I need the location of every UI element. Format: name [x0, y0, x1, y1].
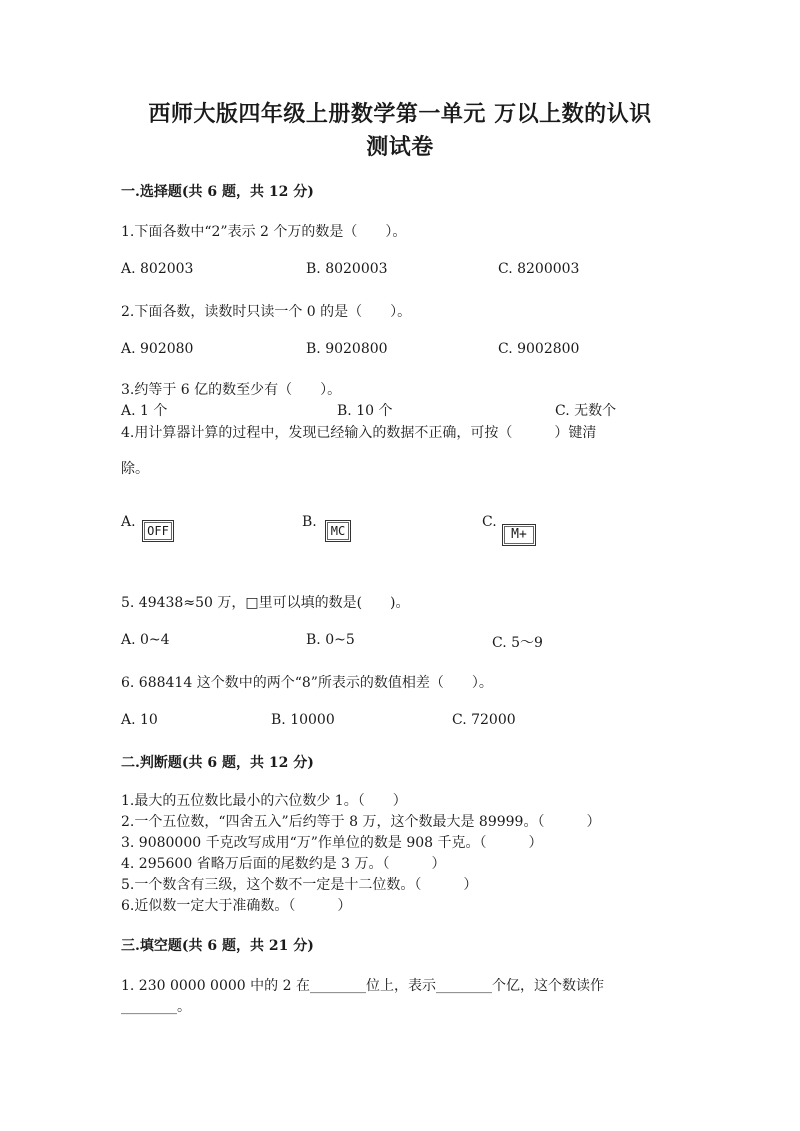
question-stem: 4.用计算器计算的过程中，发现已经输入的数据不正确，可按（ ）键清 [121, 425, 597, 441]
judge-item: 3. 9080000 千克改写成用“万”作单位的数是 908 千克。（ ） [121, 835, 543, 851]
option-a: A. 802003 [121, 261, 194, 277]
page-title: 西师大版四年级上册数学第一单元 万以上数的认识 [148, 101, 652, 127]
option-a: A. 10 [121, 712, 158, 728]
question-stem: 2.下面各数，读数时只读一个 0 的是（ ）。 [121, 304, 412, 320]
option-b: B. 10000 [271, 712, 335, 728]
judge-item: 4. 295600 省略万后面的尾数约是 3 万。（ ） [121, 856, 446, 872]
option-a: A. [121, 514, 136, 530]
question-stem-continued: 除。 [121, 461, 149, 477]
fill-question-continued: ________。 [121, 999, 191, 1015]
option-a: A. 0~4 [121, 632, 170, 648]
question-stem: 3.约等于 6 亿的数至少有（ ）。 [121, 382, 342, 398]
judge-item: 5.一个数含有三级，这个数不一定是十二位数。（ ） [121, 877, 478, 893]
option-c: C. 8200003 [498, 261, 580, 277]
option-b: B. 10 个 [337, 403, 393, 419]
section-heading-fill: 三.填空题(共 6 题，共 21 分) [121, 938, 314, 954]
option-c: C. [482, 514, 497, 530]
option-c: C. 5～9 [492, 635, 543, 651]
section-heading-judge: 二.判断题(共 6 题，共 12 分) [121, 755, 314, 771]
question-stem: 6. 688414 这个数中的两个“8”所表示的数值相差（ ）。 [121, 675, 493, 691]
option-a: A. 1 个 [121, 403, 168, 419]
judge-item: 1.最大的五位数比最小的六位数少 1。（ ） [121, 793, 407, 809]
option-b: B. 8020003 [306, 261, 388, 277]
option-c: C. 无数个 [555, 403, 617, 419]
calculator-m-plus-key-icon: M+ [502, 524, 536, 546]
calculator-mc-key-icon: MC [325, 520, 351, 542]
page-title-line2: 测试卷 [366, 134, 434, 160]
question-stem: 5. 49438≈50 万，□里可以填的数是( )。 [121, 595, 410, 611]
section-heading-choice: 一.选择题(共 6 题，共 12 分) [121, 184, 314, 200]
judge-item: 2.一个五位数，“四舍五入”后约等于 8 万，这个数最大是 89999。（ ） [121, 814, 601, 830]
option-b: B. 9020800 [306, 341, 388, 357]
option-c: C. 72000 [452, 712, 516, 728]
option-c: C. 9002800 [498, 341, 580, 357]
option-a: A. 902080 [121, 341, 194, 357]
calculator-off-key-icon: OFF [142, 520, 174, 542]
question-stem: 1.下面各数中“2”表示 2 个万的数是（ ）。 [121, 224, 407, 240]
fill-question: 1. 230 0000 0000 中的 2 在________位上，表示________个亿，这个数读作 [121, 978, 604, 994]
judge-item: 6.近似数一定大于准确数。（ ） [121, 898, 352, 914]
option-b: B. [302, 514, 317, 530]
option-b: B. 0~5 [306, 632, 355, 648]
